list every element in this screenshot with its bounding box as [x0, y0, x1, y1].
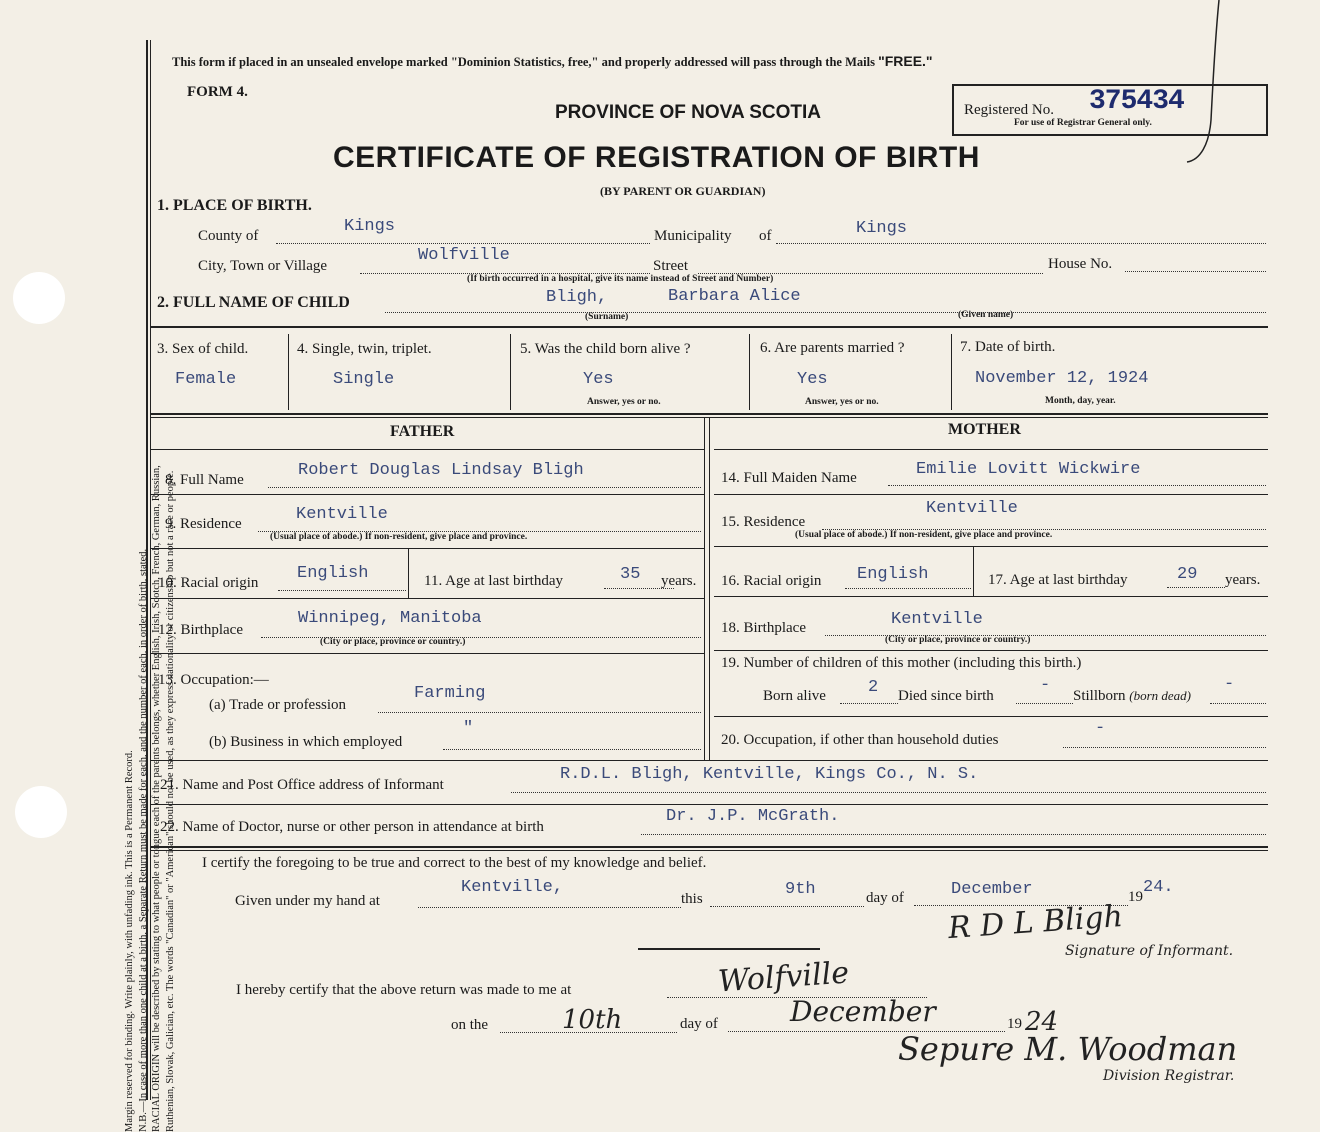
father-racial-value: English [297, 564, 369, 583]
this-label: this [681, 891, 703, 907]
father-name-value: Robert Douglas Lindsay Bligh [298, 461, 584, 480]
mother-age-value: 29 [1177, 565, 1198, 584]
died-label: Died since birth [898, 688, 994, 704]
on-the-label: on the [451, 1017, 489, 1033]
sex-label: 3. Sex of child. [157, 341, 249, 357]
father-birthplace-value: Winnipeg, Manitoba [298, 609, 482, 628]
municipality-value: Kings [856, 219, 908, 238]
mother-birthplace-caption: (City or place, province or country.) [885, 635, 1031, 645]
child-name-label: 2. FULL NAME OF CHILD [157, 294, 350, 311]
given-day: 9th [785, 880, 816, 899]
registrar-note: For use of Registrar General only. [1014, 118, 1152, 128]
mother-racial-value: English [857, 565, 929, 584]
pencil-mark [1185, 0, 1245, 170]
plurality-value: Single [333, 370, 395, 389]
mother-name-value: Emilie Lovitt Wickwire [916, 460, 1141, 479]
margin-note: Margin reserved for binding. Write plainly, with unfading ink. This is a Permanent Record. [124, 750, 135, 1132]
registrar-day: 10th [562, 1005, 623, 1035]
father-occupation-label: 13. Occupation:— [158, 672, 269, 688]
registrar-month: December [790, 995, 936, 1028]
father-residence-value: Kentville [296, 505, 388, 524]
registered-number: 375434 [1089, 86, 1184, 117]
registered-label: Registered No. [964, 102, 1054, 118]
margin-note: RACIAL ORIGIN will be described by stating to what people or tongue each of the parents belongs, whether English, Irish, Scotch, French, German, Russian, [151, 465, 162, 1132]
county-label: County of [198, 228, 259, 244]
doctor-label: 22. Name of Doctor, nurse or other person in attendance at birth [160, 819, 544, 835]
hospital-note: (If birth occurred in a hospital, give its name instead of Street and Number) [467, 274, 774, 284]
registrar-year: 24 [1025, 1007, 1059, 1037]
day-of-label: day of [866, 890, 904, 906]
registrar-day-of-label: day of [680, 1016, 718, 1032]
father-birthplace-label: 12. Birthplace [158, 622, 243, 638]
county-value: Kings [344, 217, 396, 236]
mother-residence-label: 15. Residence [721, 514, 806, 530]
father-residence-label: 9. Residence [165, 516, 242, 532]
page-title: CERTIFICATE OF REGISTRATION OF BIRTH [333, 141, 980, 174]
mother-birthplace-label: 18. Birthplace [721, 620, 806, 636]
mother-years-label: years. [1225, 572, 1261, 588]
mother-occupation-label: 20. Occupation, if other than household duties [721, 732, 999, 748]
given-year: 24. [1143, 878, 1174, 897]
father-trade-label: (a) Trade or profession [209, 697, 347, 713]
given-year-prefix: 19 [1128, 889, 1143, 905]
mother-children-label: 19. Number of children of this mother (including this birth.) [721, 655, 1082, 671]
father-name-label: 8. Full Name [165, 472, 244, 488]
house-label: House No. [1048, 256, 1113, 272]
father-trade-value: Farming [414, 684, 486, 703]
binding-hole-bottom [15, 786, 67, 838]
mother-residence-caption: (Usual place of abode.) If non-resident, give place and province. [795, 530, 1053, 540]
informant-signature: R D L Bligh [946, 898, 1124, 947]
place-heading: 1. PLACE OF BIRTH. [157, 197, 312, 214]
informant-value: R.D.L. Bligh, Kentville, Kings Co., N. S. [560, 765, 979, 784]
mother-age-label: 17. Age at last birthday [988, 572, 1128, 588]
registrar-place: Wolfville [716, 955, 851, 1000]
mother-heading: MOTHER [948, 421, 1021, 438]
city-label: City, Town or Village [198, 258, 328, 274]
alive-label: 5. Was the child born alive ? [520, 341, 691, 357]
father-business-label: (b) Business in which employed [209, 734, 403, 750]
given-place: Kentville, [461, 878, 564, 897]
registrar-year-prefix: 19 [1007, 1016, 1022, 1032]
certify-statement: I certify the foregoing to be true and correct to the best of my knowledge and belief. [202, 855, 707, 871]
father-residence-caption: (Usual place of abode.) If non-resident, give place and province. [270, 532, 528, 542]
alive-caption: Answer, yes or no. [587, 397, 661, 407]
city-value: Wolfville [418, 246, 510, 265]
sex-value: Female [175, 370, 237, 389]
father-birthplace-caption: (City or place, province or country.) [320, 637, 466, 647]
binding-hole-top [13, 272, 65, 324]
margin-note: N.B.—In case of more than one child at a birth, a Separate Return must be made for each, and the number of each, in order of birth, stated. [137, 548, 149, 1132]
mother-name-label: 14. Full Maiden Name [721, 470, 857, 486]
mother-racial-label: 16. Racial origin [721, 573, 822, 589]
mail-free: "FREE." [878, 53, 933, 69]
stillborn-value: - [1224, 675, 1235, 694]
informant-label: 21. Name and Post Office address of Informant [160, 777, 444, 793]
father-heading: FATHER [390, 423, 455, 440]
doctor-value: Dr. J.P. McGrath. [666, 807, 840, 826]
signature-caption: Signature of Informant. [1065, 943, 1234, 959]
registrar-caption: Division Registrar. [1103, 1068, 1235, 1084]
registrar-statement: I hereby certify that the above return was made to me at [236, 982, 572, 998]
street-label: Street [653, 258, 688, 274]
margin-rule [146, 40, 148, 1100]
stillborn-label: Stillborn (born dead) [1073, 688, 1192, 704]
child-surname: Bligh, [546, 288, 608, 307]
father-age-label: 11. Age at last birthday [424, 573, 563, 589]
municipality-label: Municipality [654, 228, 732, 244]
given-label: Given under my hand at [235, 893, 380, 909]
father-years-label: years. [661, 573, 697, 589]
dob-value: November 12, 1924 [975, 369, 1149, 388]
mail-notice: This form if placed in an unsealed envelope marked "Dominion Statistics, free," and properly addressed will pass through the Mails "FREE." [172, 53, 933, 69]
father-business-value: " [463, 719, 474, 738]
stillborn-note: (born dead) [1129, 688, 1192, 703]
surname-caption: (Surname) [585, 312, 629, 322]
registrar-signature: Sepure M. Woodman [898, 1030, 1238, 1068]
married-value: Yes [797, 370, 828, 389]
child-given-name: Barbara Alice [668, 287, 801, 306]
born-alive-value: 2 [868, 678, 879, 697]
born-alive-label: Born alive [763, 688, 826, 704]
mother-residence-value: Kentville [926, 499, 1018, 518]
given-month: December [951, 880, 1033, 899]
mother-birthplace-value: Kentville [891, 610, 983, 629]
margin-note: Ruthenian, Slovak, Galician, etc. The words "Canadian" or "American" should not be used, as they express nationality or citizenship but not a race or people. [164, 470, 176, 1132]
margin-rule-2 [150, 40, 151, 1100]
municipality-of-label: of [759, 228, 772, 244]
page-subtitle: (BY PARENT OR GUARDIAN) [600, 184, 766, 198]
mother-occupation-value: - [1095, 719, 1106, 738]
married-caption: Answer, yes or no. [805, 397, 879, 407]
form-number: FORM 4. [187, 84, 248, 100]
dob-caption: Month, day, year. [1045, 396, 1116, 406]
married-label: 6. Are parents married ? [760, 340, 905, 356]
father-racial-label: 10. Racial origin [158, 575, 259, 591]
dob-label: 7. Date of birth. [960, 339, 1056, 355]
given-caption: (Given name) [958, 310, 1014, 320]
father-age-value: 35 [620, 565, 641, 584]
plurality-label: 4. Single, twin, triplet. [297, 341, 432, 357]
died-value: - [1040, 676, 1051, 695]
alive-value: Yes [583, 370, 614, 389]
province-title: PROVINCE OF NOVA SCOTIA [555, 102, 822, 123]
